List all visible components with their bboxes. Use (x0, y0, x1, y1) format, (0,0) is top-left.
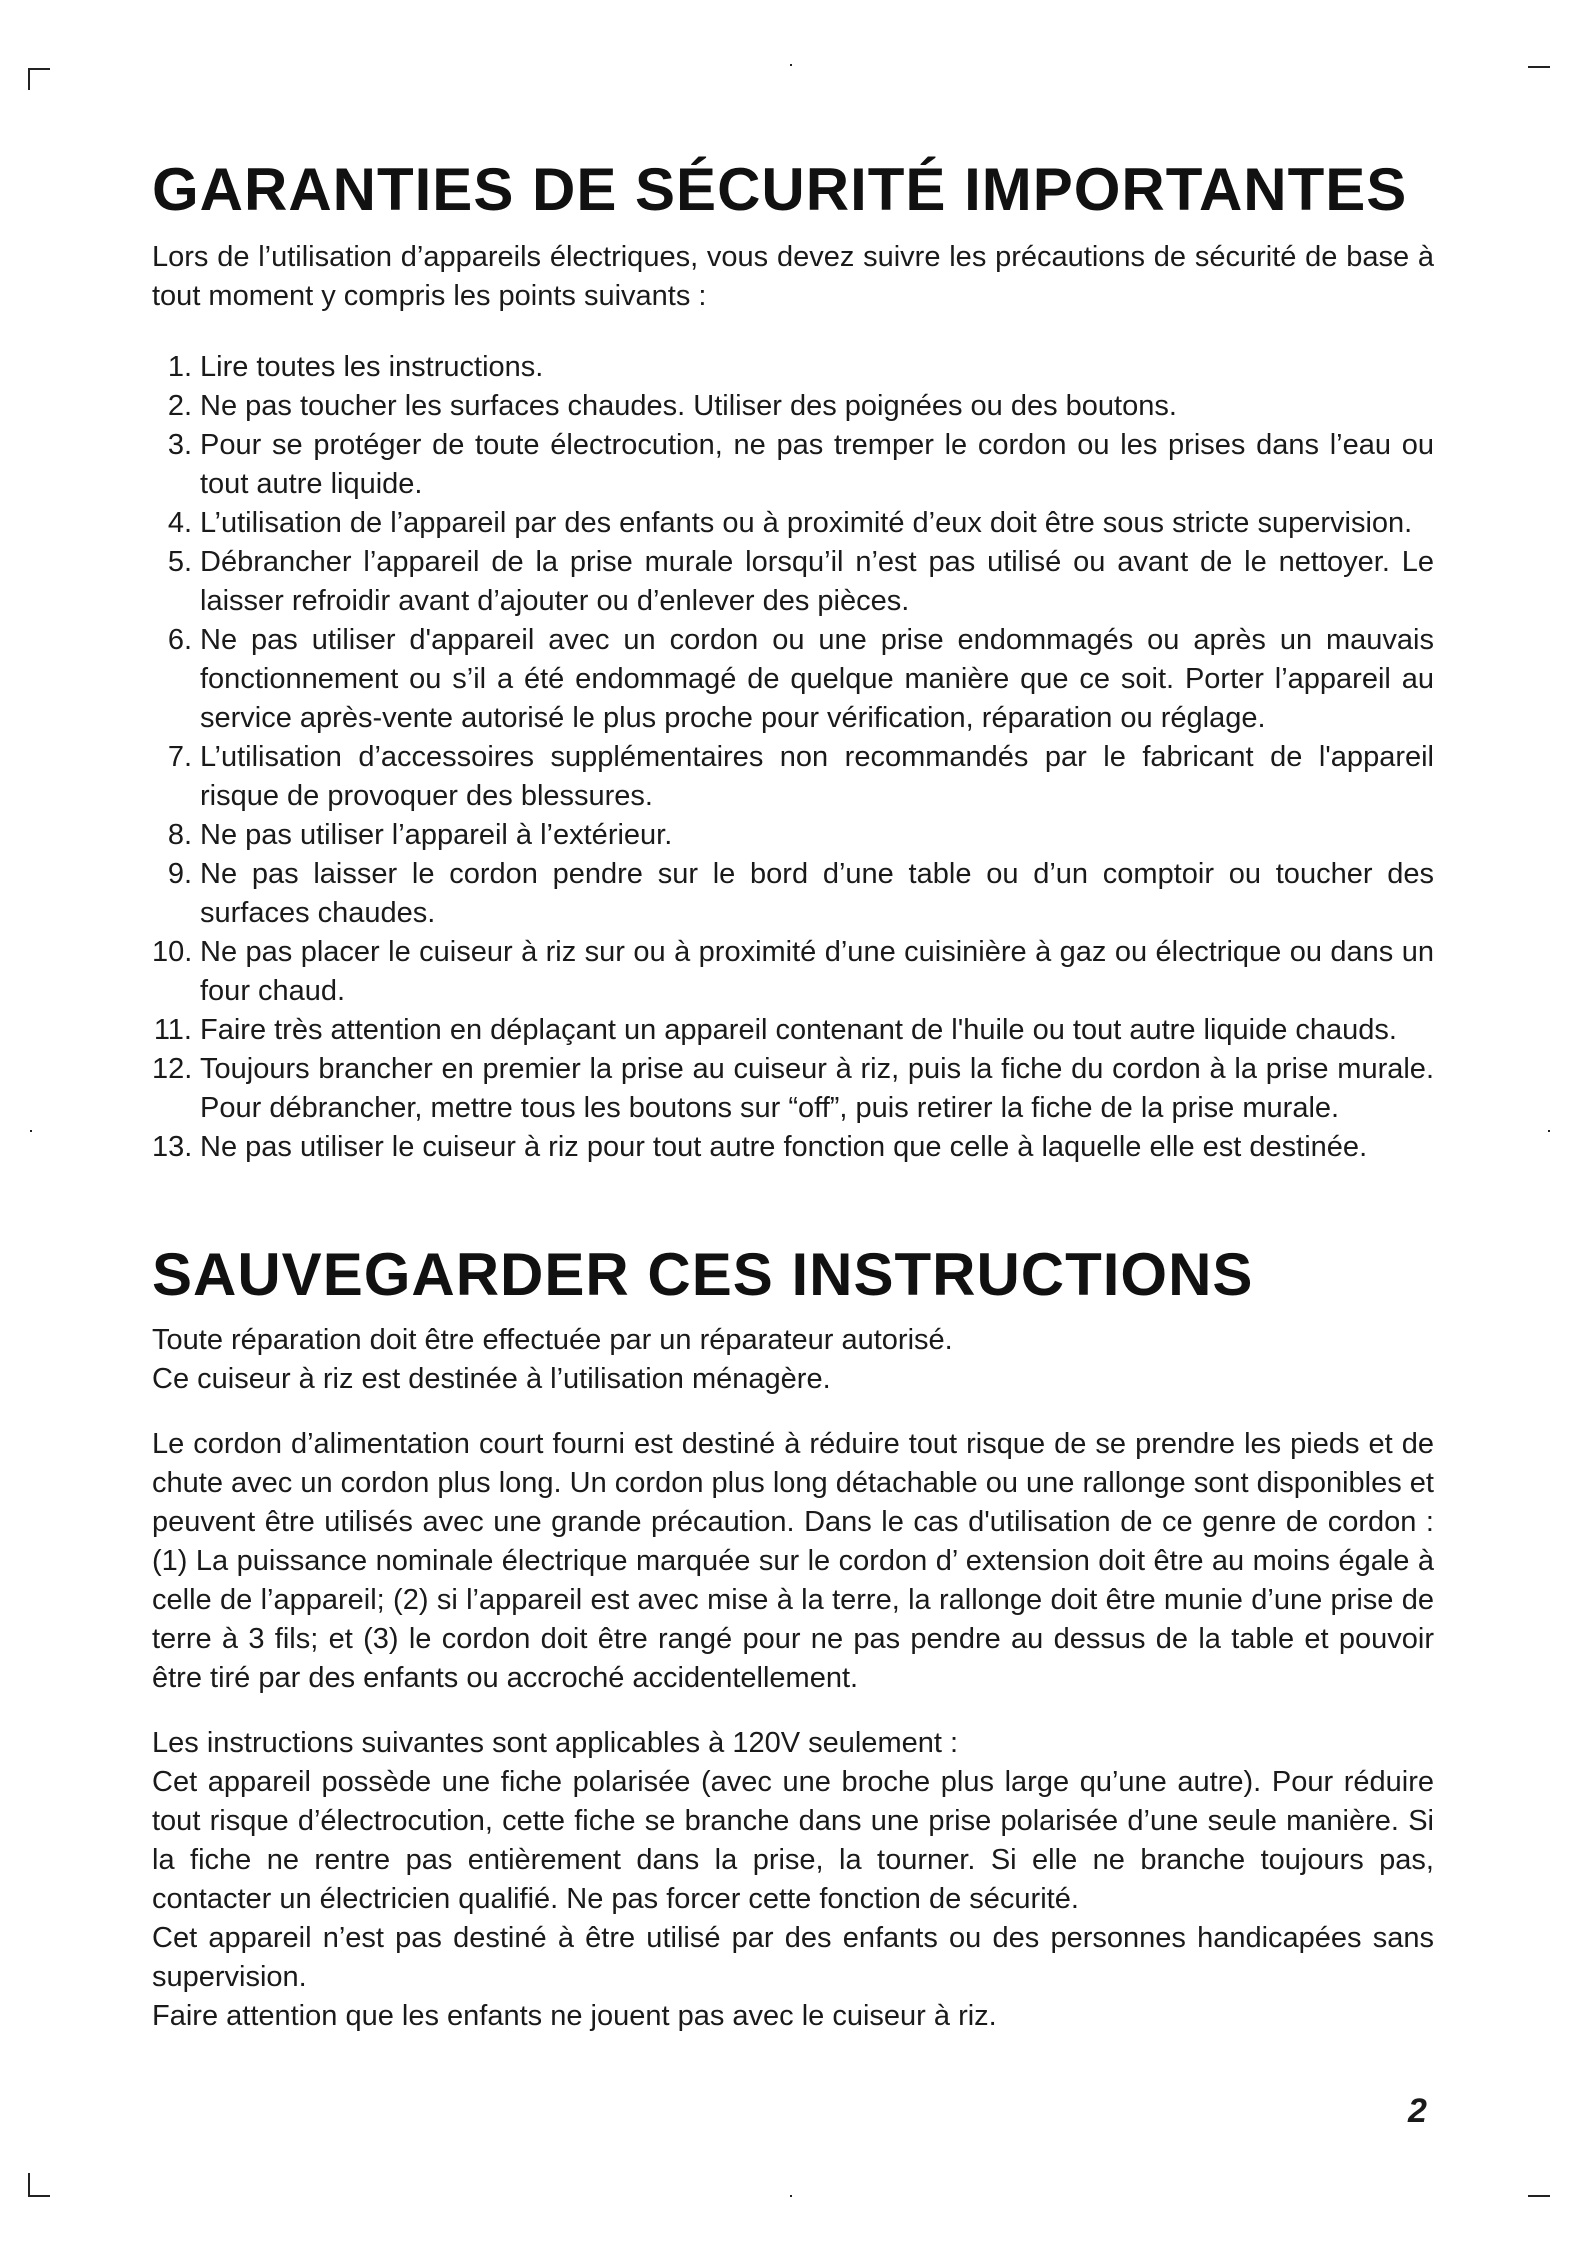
crop-mark-bottom-right (1528, 2195, 1550, 2197)
crop-mark-top-left-h (28, 68, 50, 70)
list-item: 6. Ne pas utiliser d'appareil avec un cordon ou une prise endommagés ou après un mauvais fonctionnement ou s’il a été endommagé de quelque manière que ce soit. Porter l’appareil au service après-vente autorisé le plus proche pour vérification, réparation ou réglage. (167, 624, 1434, 734)
list-item: 3. Pour se protéger de toute électrocution, ne pas tremper le cordon ou les prises dans l’eau ou tout autre liquide. (167, 429, 1434, 500)
crop-mark-top-right (1528, 66, 1550, 68)
safety-list (152, 348, 1434, 1167)
page-number: 2 (1408, 2092, 1427, 2130)
household-use-line: Ce cuiseur à riz est destinée à l’utilisation ménagère. (152, 1363, 831, 1395)
registration-dot-left (30, 1130, 32, 1132)
list-item: 4. L’utilisation de l’appareil par des enfants ou à proximité d’eux doit être sous stricte supervision. (167, 507, 1413, 539)
list-item: 11. Faire très attention en déplaçant un appareil contenant de l'huile ou tout autre liquide chauds. (153, 1014, 1397, 1046)
cord-paragraph: Le cordon d’alimentation court fourni est destiné à réduire tout risque de se prendre les pieds et de chute avec un cordon plus long. Un cordon plus long détachable ou une rallonge sont disponibles et peuvent être utilisés avec une grande précaution. Dans le cas d'utilisation de ce genre de cordon : (1) La puissance nominale électrique marquée sur le cordon d’ extension doit être au moins égale à celle de l’appareil; (2) si l’appareil est avec mise à la terre, la rallonge doit être munie d’une prise de terre à 3 fils; et (3) le cordon doit être rangé pour ne pas pendre au dessus de la table et pouvoir être tiré par des enfants ou accroché accidentellement. (152, 1428, 1434, 1694)
polarized-plug-paragraph: Cet appareil possède une fiche polarisée (avec une broche plus large qu’une autre). Pour réduire tout risque d’électrocution, cette fiche se branche dans une prise polarisée d’une seule manière. Si la fiche ne rentre pas entièrement dans la prise, la tourner. Si elle ne branche toujours pas, contacter un électricien qualifié. Ne pas forcer cette fonction de sécurité. (152, 1766, 1434, 1915)
registration-dot-right (1548, 1130, 1550, 1132)
list-item: 2. Ne pas toucher les surfaces chaudes. Utiliser des poignées ou des boutons. (167, 390, 1177, 422)
children-paragraph: Cet appareil n’est pas destiné à être utilisé par des enfants ou des personnes handicapées sans supervision. (152, 1922, 1434, 1993)
list-item: 7. L’utilisation d’accessoires supplémentaires non recommandés par le fabricant de l'appareil risque de provoquer des blessures. (167, 741, 1434, 812)
registration-dot-top (790, 64, 792, 66)
section-title-safety: GARANTIES DE SÉCURITÉ IMPORTANTES (152, 156, 1408, 223)
list-item: 12. Toujours brancher en premier la prise au cuiseur à riz, puis la fiche du cordon à la prise murale. Pour débrancher, mettre tous les boutons sur “off”, puis retirer la fiche de la prise murale. (152, 1053, 1434, 1124)
list-item: 10. Ne pas placer le cuiseur à riz sur ou à proximité d’une cuisinière à gaz ou électrique ou dans un four chaud. (152, 936, 1434, 1007)
list-item: 1. Lire toutes les instructions. (167, 351, 544, 383)
crop-mark-bottom-left-h (28, 2195, 50, 2197)
list-item: 9. Ne pas laisser le cordon pendre sur le bord d’une table ou d’un comptoir ou toucher des surfaces chaudes. (167, 858, 1434, 929)
list-item: 5. Débrancher l’appareil de la prise murale lorsqu’il n’est pas utilisé ou avant de le nettoyer. Le laisser refroidir avant d’ajouter ou d’enlever des pièces. (167, 546, 1434, 617)
list-item: 8. Ne pas utiliser l’appareil à l’extérieur. (167, 819, 673, 851)
repair-line: Toute réparation doit être effectuée par un réparateur autorisé. (152, 1324, 953, 1356)
list-item: 13. Ne pas utiliser le cuiseur à riz pour tout autre fonction que celle à laquelle elle est destinée. (152, 1131, 1368, 1163)
final-warning-line: Faire attention que les enfants ne jouent pas avec le cuiseur à riz. (152, 2000, 997, 2032)
crop-mark-top-left-v (28, 68, 30, 90)
voltage-line: Les instructions suivantes sont applicables à 120V seulement : (152, 1727, 959, 1759)
page-content (152, 150, 1434, 2036)
section-title-save-instructions: SAUVEGARDER CES INSTRUCTIONS (152, 1241, 1254, 1308)
safety-intro: Lors de l’utilisation d’appareils électriques, vous devez suivre les précautions de sécurité de base à tout moment y compris les points suivants : (152, 241, 1434, 312)
crop-mark-bottom-left-v (28, 2173, 30, 2197)
registration-dot-bottom (790, 2195, 792, 2197)
